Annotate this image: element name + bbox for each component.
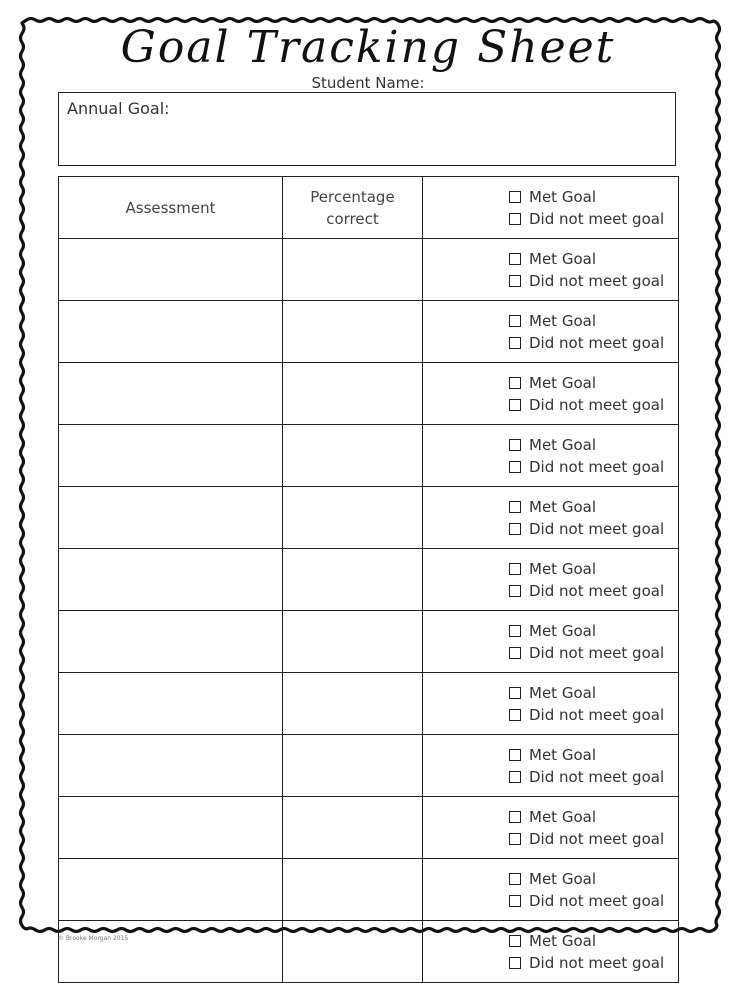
met-goal-checkbox[interactable] — [509, 253, 521, 265]
assessment-header: Assessment — [59, 177, 283, 239]
met-goal-checkbox[interactable] — [509, 625, 521, 637]
status-cell — [423, 239, 679, 301]
percentage-cell[interactable] — [283, 673, 423, 735]
not-met-goal-option[interactable] — [509, 766, 678, 788]
met-goal-checkbox[interactable] — [509, 873, 521, 885]
assessment-cell[interactable] — [59, 797, 283, 859]
status-cell — [423, 797, 679, 859]
status-cell — [423, 301, 679, 363]
assessment-cell[interactable] — [59, 735, 283, 797]
met-goal-label: Met Goal — [529, 311, 596, 330]
percentage-cell[interactable] — [283, 735, 423, 797]
met-goal-label: Met Goal — [529, 249, 596, 268]
table-row — [59, 735, 679, 797]
status-cell — [423, 425, 679, 487]
status-cell — [423, 363, 679, 425]
table-row — [59, 487, 679, 549]
not-met-goal-label: Did not meet goal — [529, 209, 665, 228]
met-goal-label: Met Goal — [529, 187, 596, 206]
not-met-goal-label: Did not meet goal — [529, 457, 665, 476]
not-met-goal-label: Did not meet goal — [529, 271, 665, 290]
met-goal-label: Met Goal — [529, 373, 596, 392]
assessment-cell[interactable] — [59, 673, 283, 735]
met-goal-option[interactable] — [509, 682, 678, 704]
not-met-goal-label: Did not meet goal — [529, 953, 665, 972]
annual-goal-box[interactable] — [58, 92, 676, 166]
met-goal-option[interactable] — [509, 868, 678, 890]
met-goal-checkbox[interactable] — [509, 687, 521, 699]
met-goal-label: Met Goal — [529, 869, 596, 888]
met-goal-label: Met Goal — [529, 807, 596, 826]
table-header-row — [59, 177, 679, 239]
met-goal-checkbox[interactable] — [509, 935, 521, 947]
not-met-goal-option[interactable] — [509, 332, 678, 354]
met-goal-checkbox[interactable] — [509, 811, 521, 823]
met-goal-checkbox[interactable] — [509, 501, 521, 513]
percentage-cell[interactable] — [283, 797, 423, 859]
not-met-goal-label: Did not meet goal — [529, 829, 665, 848]
not-met-goal-option[interactable] — [509, 890, 678, 912]
percentage-cell[interactable] — [283, 859, 423, 921]
met-goal-label: Met Goal — [529, 435, 596, 454]
percentage-cell[interactable] — [283, 611, 423, 673]
not-met-goal-label: Did not meet goal — [529, 891, 665, 910]
status-cell — [423, 611, 679, 673]
not-met-goal-label: Did not meet goal — [529, 705, 665, 724]
not-met-goal-option[interactable] — [509, 394, 678, 416]
assessment-cell[interactable] — [59, 859, 283, 921]
not-met-goal-option[interactable] — [509, 828, 678, 850]
percentage-cell[interactable] — [283, 363, 423, 425]
not-met-goal-checkbox[interactable] — [509, 461, 521, 473]
status-cell — [423, 549, 679, 611]
assessment-cell[interactable] — [59, 239, 283, 301]
not-met-goal-checkbox[interactable] — [509, 957, 521, 969]
not-met-goal-label: Did not meet goal — [529, 395, 665, 414]
met-goal-option[interactable] — [509, 186, 678, 208]
not-met-goal-option[interactable] — [509, 580, 678, 602]
not-met-goal-checkbox[interactable] — [509, 213, 521, 225]
met-goal-option[interactable] — [509, 248, 678, 270]
met-goal-checkbox[interactable] — [509, 439, 521, 451]
not-met-goal-checkbox[interactable] — [509, 399, 521, 411]
status-header — [423, 177, 679, 239]
met-goal-option[interactable] — [509, 434, 678, 456]
not-met-goal-checkbox[interactable] — [509, 337, 521, 349]
not-met-goal-checkbox[interactable] — [509, 709, 521, 721]
status-cell — [423, 487, 679, 549]
met-goal-option[interactable] — [509, 744, 678, 766]
not-met-goal-label: Did not meet goal — [529, 581, 665, 600]
percentage-cell[interactable] — [283, 425, 423, 487]
table-row — [59, 363, 679, 425]
table-row — [59, 673, 679, 735]
met-goal-option[interactable] — [509, 620, 678, 642]
met-goal-option[interactable] — [509, 496, 678, 518]
not-met-goal-option[interactable] — [509, 208, 678, 230]
page-title: Goal Tracking Sheet — [120, 22, 616, 73]
met-goal-checkbox[interactable] — [509, 191, 521, 203]
met-goal-option[interactable] — [509, 930, 678, 952]
not-met-goal-option[interactable] — [509, 952, 678, 974]
not-met-goal-option[interactable] — [509, 270, 678, 292]
not-met-goal-checkbox[interactable] — [509, 895, 521, 907]
student-name-label: Student Name: — [311, 74, 425, 92]
met-goal-option[interactable] — [509, 806, 678, 828]
assessment-cell[interactable] — [59, 549, 283, 611]
annual-goal-label: Annual Goal: — [67, 99, 170, 118]
not-met-goal-label: Did not meet goal — [529, 519, 665, 538]
not-met-goal-option[interactable] — [509, 456, 678, 478]
assessment-cell[interactable] — [59, 301, 283, 363]
percentage-header: Percentage correct — [283, 177, 423, 239]
met-goal-option[interactable] — [509, 310, 678, 332]
status-cell — [423, 859, 679, 921]
met-goal-option[interactable] — [509, 558, 678, 580]
table-row — [59, 611, 679, 673]
met-goal-checkbox[interactable] — [509, 563, 521, 575]
not-met-goal-option[interactable] — [509, 704, 678, 726]
not-met-goal-option[interactable] — [509, 518, 678, 540]
not-met-goal-option[interactable] — [509, 642, 678, 664]
not-met-goal-label: Did not meet goal — [529, 333, 665, 352]
assessment-cell[interactable] — [59, 487, 283, 549]
table-row — [59, 301, 679, 363]
met-goal-label: Met Goal — [529, 559, 596, 578]
copyright-footer: © Brooke Morgan 2015 — [58, 935, 129, 942]
not-met-goal-label: Did not meet goal — [529, 767, 665, 786]
met-goal-label: Met Goal — [529, 745, 596, 764]
not-met-goal-checkbox[interactable] — [509, 771, 521, 783]
not-met-goal-label: Did not meet goal — [529, 643, 665, 662]
status-cell — [423, 673, 679, 735]
status-cell — [423, 735, 679, 797]
table-row — [59, 859, 679, 921]
assessment-cell[interactable] — [59, 425, 283, 487]
assessment-cell[interactable] — [59, 611, 283, 673]
percentage-cell[interactable] — [283, 239, 423, 301]
met-goal-label: Met Goal — [529, 621, 596, 640]
met-goal-option[interactable] — [509, 372, 678, 394]
met-goal-label: Met Goal — [529, 497, 596, 516]
percentage-cell[interactable] — [283, 487, 423, 549]
met-goal-checkbox[interactable] — [509, 377, 521, 389]
percentage-cell[interactable] — [283, 549, 423, 611]
met-goal-checkbox[interactable] — [509, 315, 521, 327]
not-met-goal-checkbox[interactable] — [509, 275, 521, 287]
met-goal-label: Met Goal — [529, 931, 596, 950]
met-goal-label: Met Goal — [529, 683, 596, 702]
not-met-goal-checkbox[interactable] — [509, 833, 521, 845]
not-met-goal-checkbox[interactable] — [509, 523, 521, 535]
assessment-cell[interactable] — [59, 363, 283, 425]
table-row — [59, 425, 679, 487]
table-row — [59, 549, 679, 611]
table-row — [59, 239, 679, 301]
met-goal-checkbox[interactable] — [509, 749, 521, 761]
percentage-cell[interactable] — [283, 301, 423, 363]
not-met-goal-checkbox[interactable] — [509, 585, 521, 597]
table-row — [59, 797, 679, 859]
tracking-table — [58, 176, 679, 983]
not-met-goal-checkbox[interactable] — [509, 647, 521, 659]
